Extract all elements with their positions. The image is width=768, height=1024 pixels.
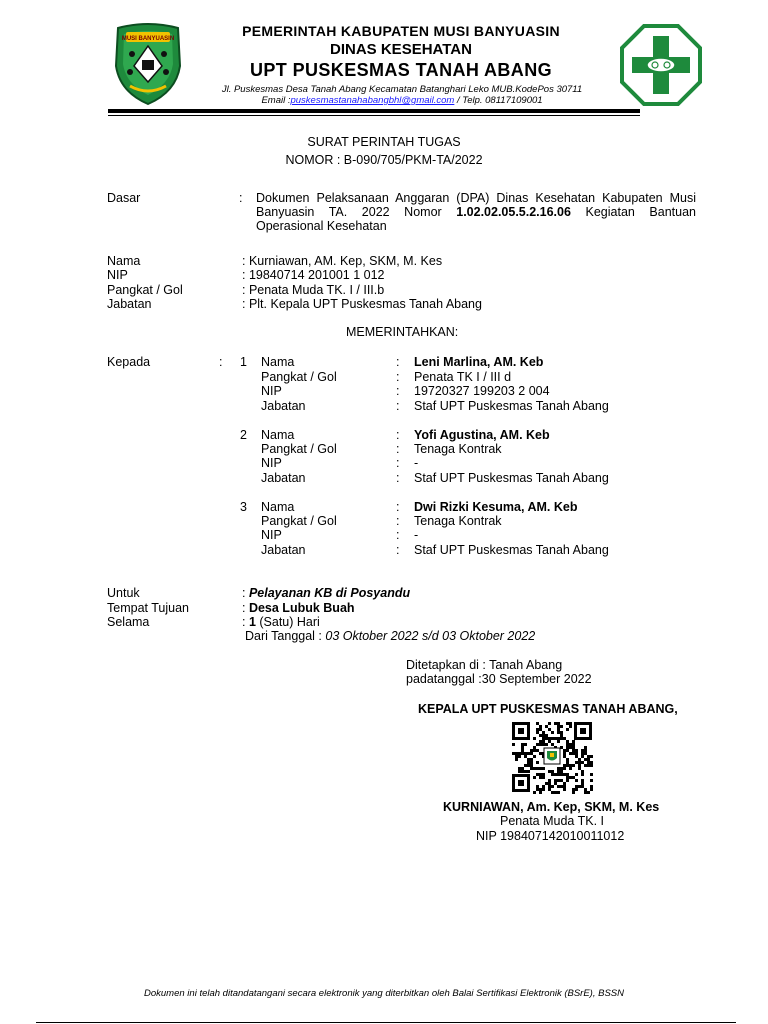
svg-text:MUSI BANYUASIN: MUSI BANYUASIN (121, 36, 175, 42)
signer-nip: NIP 198407142010011012 (476, 829, 625, 843)
person-number: 3 (240, 500, 247, 514)
dasar-text (256, 191, 696, 233)
person-nip: - (414, 456, 419, 470)
untuk-text: Pelayanan KB di Posyandu (248, 586, 411, 600)
kepada-label: Kepada (107, 355, 151, 369)
memerintahkan-heading: MEMERINTAHKAN: (346, 325, 459, 339)
tujuan-value: : Desa Lubuk Buah (242, 601, 355, 615)
person-number: 1 (240, 355, 247, 369)
tujuan-label: Tempat Tujuan (107, 601, 189, 615)
header-institution: UPT PUSKESMAS TANAH ABANG (249, 60, 552, 80)
person-nama: Leni Marlina, AM. Keb (414, 355, 544, 369)
person-nama-label: Nama (261, 428, 295, 442)
colon: : (396, 514, 400, 528)
selama-value: : 1 (Satu) Hari (242, 615, 320, 629)
issuer-nama-label: Nama (107, 254, 141, 268)
colon: : (396, 442, 400, 456)
ditetapkan-text: Ditetapkan di : Tanah Abang (406, 658, 563, 672)
header-contact (192, 95, 612, 106)
header-rule-thin (108, 115, 640, 116)
person-nama-label: Nama (261, 355, 295, 369)
colon: : (396, 399, 400, 413)
colon: : (396, 384, 400, 398)
colon: : (396, 500, 400, 514)
issuer-nama-value: : Kurniawan, AM. Kep, SKM, M. Kes (242, 254, 443, 268)
footer-rule (36, 1022, 736, 1023)
puskesmas-logo (620, 24, 702, 106)
untuk-value: : Pelayanan KB di Posyandu (242, 586, 411, 600)
issuer-nip-label: NIP (107, 268, 128, 282)
colon: : (396, 428, 400, 442)
kepada-colon: : (219, 355, 223, 369)
issuer-nip-value: : 19840714 201001 1 012 (242, 268, 385, 282)
selama-text: (Satu) Hari (255, 615, 320, 629)
tanggal-text: padatanggal :30 September 2022 (406, 672, 592, 686)
person-pangkat-label: Pangkat / Gol (261, 514, 337, 528)
esign-footer: Dokumen ini telah ditandatangani secara elektronik yang diterbitkan oleh Balai Sertifikasi Elektronik (BSrE), BSSN (144, 988, 624, 999)
issuer-pangkat-label: Pangkat / Gol (107, 283, 183, 297)
letter-title: SURAT PERINTAH TUGAS (307, 135, 461, 149)
person-nip-label: NIP (261, 456, 282, 470)
dasar-dpa-number: 1.02.02.05.5.2.16.06 (456, 205, 571, 219)
person-pangkat-label: Pangkat / Gol (261, 370, 337, 384)
person-number: 2 (240, 428, 247, 442)
person-nip-label: NIP (261, 528, 282, 542)
person-pangkat: Penata TK I / III d (414, 370, 512, 384)
person-nip: - (414, 528, 419, 542)
person-nama-label: Nama (261, 500, 295, 514)
colon: : (396, 543, 400, 557)
person-nip: 19720327 199203 2 004 (414, 384, 550, 398)
signer-title: KEPALA UPT PUSKESMAS TANAH ABANG, (418, 702, 678, 716)
person-jabatan: Staf UPT Puskesmas Tanah Abang (414, 471, 609, 485)
phone-text: / Telp. 08117109001 (454, 95, 543, 106)
colon: : (396, 355, 400, 369)
issuer-pangkat-value: : Penata Muda TK. I / III.b (242, 283, 385, 297)
person-nama: Yofi Agustina, AM. Keb (414, 428, 550, 442)
dasar-text-1: Dokumen Pelaksanaan Anggaran (DPA) Dinas Kesehatan Kabupaten Musi Banyuasin TA. 2022 Nomor (256, 191, 696, 219)
dari-label: Dari Tanggal : (245, 629, 326, 643)
email-link[interactable]: puskesmastanahabangbhl@gmail.com (290, 95, 455, 106)
person-jabatan-label: Jabatan (261, 399, 306, 413)
signer-rank: Penata Muda TK. I (500, 814, 604, 828)
person-nip-label: NIP (261, 384, 282, 398)
person-jabatan-label: Jabatan (261, 471, 306, 485)
date-range (245, 629, 535, 643)
header-rule-thick (108, 109, 640, 113)
person-jabatan-label: Jabatan (261, 543, 306, 557)
colon: : (396, 528, 400, 542)
person-jabatan: Staf UPT Puskesmas Tanah Abang (414, 399, 609, 413)
qr-signature-icon (510, 720, 594, 794)
header-address: Jl. Puskesmas Desa Tanah Abang Kecamatan Batanghari Leko MUB.KodePos 30711 (221, 84, 583, 95)
tujuan-text: Desa Lubuk Buah (248, 601, 355, 615)
selama-label: Selama (107, 615, 150, 629)
person-pangkat-label: Pangkat / Gol (261, 442, 337, 456)
letter-number: NOMOR : B-090/705/PKM-TA/2022 (285, 153, 483, 167)
regency-logo (110, 22, 186, 106)
colon: : (396, 370, 400, 384)
person-pangkat: Tenaga Kontrak (414, 514, 502, 528)
person-jabatan: Staf UPT Puskesmas Tanah Abang (414, 543, 609, 557)
dasar-colon: : (239, 191, 243, 205)
issuer-jabatan-value: : Plt. Kepala UPT Puskesmas Tanah Abang (242, 297, 482, 311)
dari-value: 03 Oktober 2022 s/d 03 Oktober 2022 (325, 629, 536, 643)
colon: : (396, 456, 400, 470)
header-department: DINAS KESEHATAN (330, 41, 472, 58)
dasar-label: Dasar (107, 191, 141, 205)
untuk-label: Untuk (107, 586, 140, 600)
email-label: Email : (261, 95, 291, 106)
selama-number: 1 (248, 615, 256, 629)
signer-name: KURNIAWAN, Am. Kep, SKM, M. Kes (443, 800, 660, 814)
header-government: PEMERINTAH KABUPATEN MUSI BANYUASIN (242, 23, 560, 39)
person-nama: Dwi Rizki Kesuma, AM. Keb (414, 500, 578, 514)
issuer-jabatan-label: Jabatan (107, 297, 152, 311)
colon: : (396, 471, 400, 485)
person-pangkat: Tenaga Kontrak (414, 442, 502, 456)
dasar-text-2: Kegiatan Bantuan Operasional Kesehatan (256, 205, 696, 233)
